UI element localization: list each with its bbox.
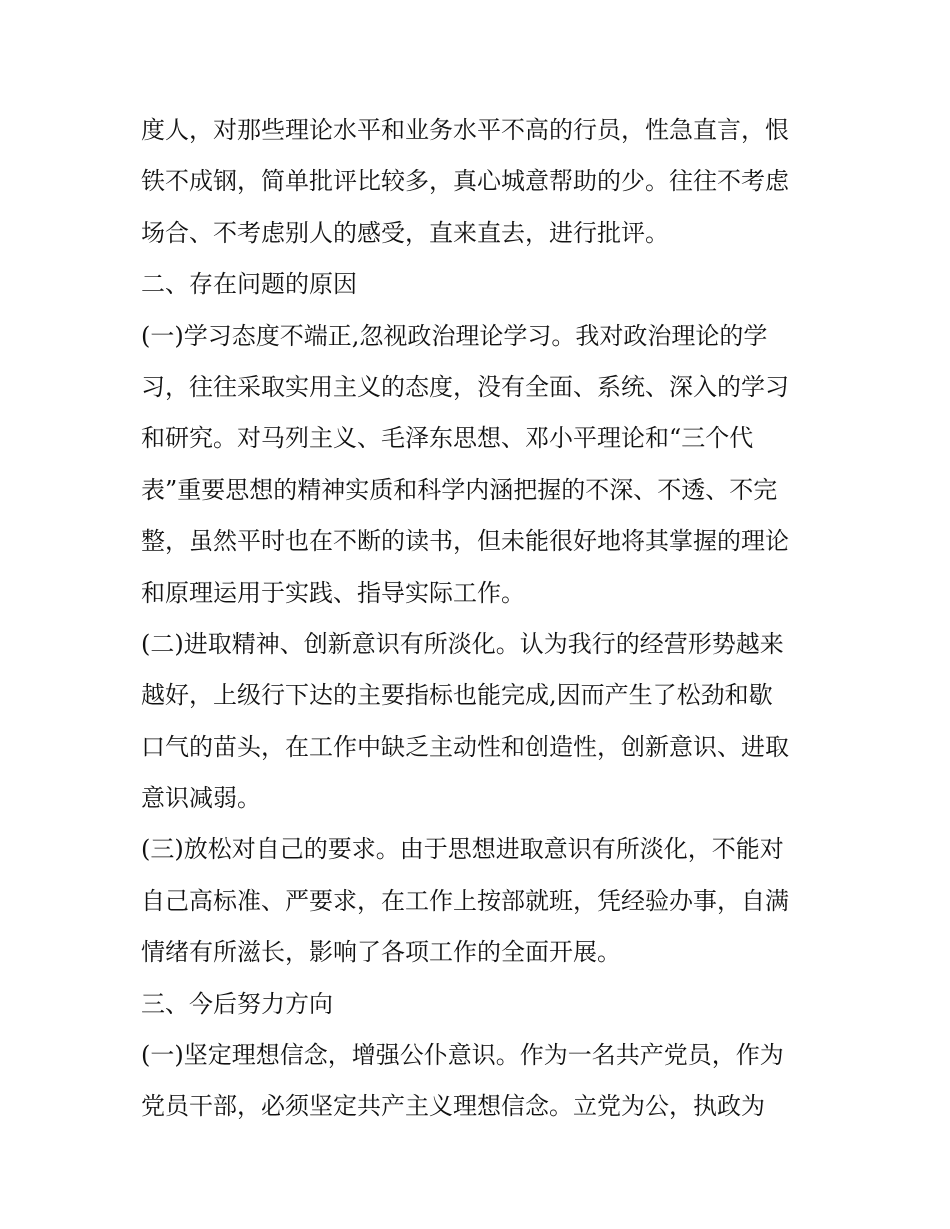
text-line: (二)进取精神、创新意识有所淡化。认为我行的经营形势越来 (141, 629, 784, 658)
text-line: 口气的苗头，在工作中缺乏主动性和创造性，创新意识、进取 (141, 732, 789, 761)
section-heading: 二、存在问题的原因 (141, 270, 357, 299)
text-line: 情绪有所滋长，影响了各项工作的全面开展。 (141, 938, 621, 967)
text-line: 场合、不考虑别人的感受，直来直去，进行批评。 (141, 218, 669, 247)
document-body (141, 105, 821, 1133)
text-line: 铁不成钢，简单批评比较多，真心城意帮助的少。往往不考虑 (141, 167, 789, 196)
text-line: (三)放松对自己的要求。由于思想进取意识有所淡化，不能对 (141, 835, 784, 864)
text-line: (一)坚定理想信念，增强公仆意识。作为一名共产党员，作为 (141, 1041, 784, 1070)
text-line: 越好，上级行下达的主要指标也能完成,因而产生了松劲和歇 (141, 681, 773, 710)
text-line: 和研究。对马列主义、毛泽东思想、邓小平理论和“三个代 (141, 424, 754, 453)
text-line: 和原理运用于实践、指导实际工作。 (141, 578, 525, 607)
text-line: 度人，对那些理论水平和业务水平不高的行员，性急直言，恨 (141, 116, 789, 144)
text-line: 整，虽然平时也在不断的读书，但未能很好地将其掌握的理论 (141, 527, 789, 556)
text-line: 表”重要思想的精神实质和科学内涵把握的不深、不透、不完 (141, 475, 778, 504)
text-line: 自己高标准、严要求，在工作上按部就班，凭经验办事，自满 (141, 886, 789, 915)
section-heading: 三、今后努力方向 (141, 989, 333, 1018)
text-line: 习，往往采取实用主义的态度，没有全面、系统、深入的学习 (141, 372, 789, 401)
text-line: (一)学习态度不端正,忽视政治理论学习。我对政治理论的学 (141, 321, 768, 350)
text-line: 意识减弱。 (141, 784, 261, 813)
text-line: 党员干部，必须坚定共产主义理想信念。立党为公，执政为 (141, 1092, 765, 1121)
